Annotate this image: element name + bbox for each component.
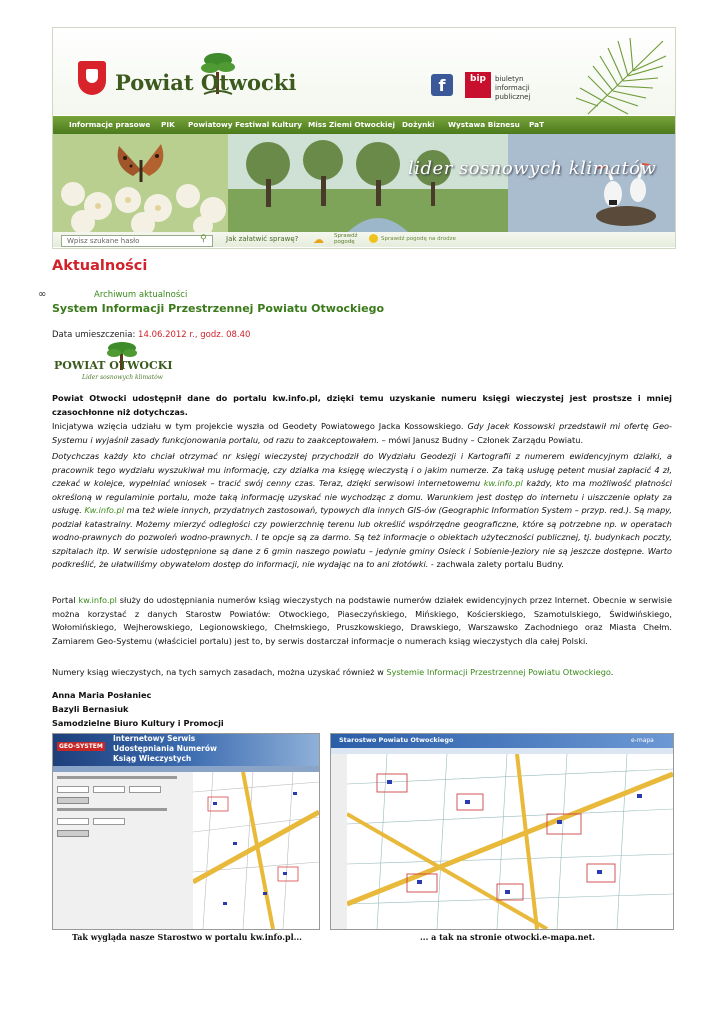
search-bar (53, 232, 675, 247)
p1-quote: Gdy Jacek Kossowski przedstawił mi ofertę Geo-Systemu i wyjaśnił zasady funkcjonowania portalu, od razu to zaakceptowałem. (52, 421, 672, 445)
shot1-title-1: Internetowy Serwis (113, 734, 196, 743)
p2-text-a: Dotychczas każdy kto chciał otrzymać nr księgi wieczystej przychodził do Wydziału Geodezji i Kartografii z numerem ewidencyjnym działki, a pracownik tego wydziału wyszukiwał mu informację, czy działka ma księgę wieczystą i o jakim numerze. Za taką usługę petent musiał zapłacić 4 zł, czekać w kolejce, wypełniać wniosek – tracić swój cenny czas. Teraz, dzięki serwisowi internetowemu (52, 451, 672, 488)
p2-text-c: ma też wiele innych, przydatnych zastosowań, typowych dla innych GIS-ów (Geographic Information System – przyp. red.). Są mapy, podział katastralny. Możemy mierzyć odległości czy powierzchnię terenu lub określić współrzędne geograficzne, które są potrzebne np. w operatach wodno-prawnych do pozwoleń wodno-prawnych. I te opcje są za darmo. Są też informacje o obiektach użyteczności publicznej, tj. budynkach poczty, szpitalach itp. W serwisie udostępnione są dane z 6 gmin naszego powiatu – jedynie gminy Osieck i Sobienie-Jeziory nie są jeszcze dostępne. Warto podkreślić, że ułatwiliśmy obywatelom dostęp do informacji, nie wydając na to ani złotówki. (52, 505, 672, 569)
screenshot-kw-info[interactable] (52, 733, 320, 930)
page-title: Aktualności (52, 258, 148, 274)
p3-text-a: Portal (52, 595, 79, 605)
shot2-side-tools (331, 754, 347, 929)
butterfly-image (111, 140, 171, 192)
shot1-title (113, 734, 217, 764)
p2-attribution: - zachwala zalety portalu Budny. (428, 559, 564, 569)
kw-info-link[interactable]: Kw.info.pl (84, 505, 125, 515)
shot1-form-panel (53, 772, 193, 929)
storks-image (508, 134, 675, 232)
small-logo-slogan: Lider sosnowych klimatów (82, 374, 163, 381)
nav-item-pik[interactable]: PIK (161, 120, 175, 129)
p2-text-b: każdy, kto ma możliwość płatności określoną w regulaminie portalu, może taką informację uzyskać nie wychodząc z domu. Warunkiem jest dostęp do internetu i uiszczenie opłaty za usługę. (52, 478, 672, 515)
nav-item-business[interactable]: Wystawa Biznesu (448, 120, 520, 129)
date-value: 14.06.2012 r., godz. 08.40 (138, 330, 251, 340)
nav-item-pat[interactable]: PaT (529, 120, 545, 129)
caption-e-mapa: ... a tak na stronie otwocki.e-mapa.net. (420, 932, 596, 942)
author-1: Anna Maria Posłaniec (52, 690, 152, 700)
article-paragraph-3 (52, 594, 672, 648)
shot1-title-2: Udostępniania Numerów (113, 744, 217, 753)
shot1-title-3: Ksiąg Wieczystych (113, 754, 192, 763)
nav-item-festival[interactable]: Powiatowy Festiwal Kultury (188, 120, 303, 129)
site-header (52, 27, 676, 249)
p3-text-b: służy do udostępniania numerów ksiąg wieczystych na podstawie numerów działek ewidencyjnych przez Internet. Obecnie w serwisie można korzystać z danych Starostw Powiatów: Otwockiego, Piaseczyńskiego, Mińskiego, Kościerskiego, Szamotulskiego, Świdwińskiego, Wołomińskiego, Wejherowskiego, Legionowskiego, Chełmskiego, Pruszkowskiego, Drawskiego, Warszawsko Zachodniego oraz Miasta Chełm. Zamiarem Geo-Systemu (właściciel portalu) jest to, by serwis dostarczał informacje o numerach ksiąg wieczystych dla całej Polski. (52, 595, 672, 646)
bip-logo[interactable] (465, 72, 491, 98)
small-logo-text: POWIAT OTWOCKI (54, 359, 173, 372)
p4-text-b: . (610, 667, 614, 677)
author-2: Bazyli Bernasiuk (52, 704, 129, 714)
main-navigation (53, 116, 675, 134)
author-department: Samodzielne Biuro Kultury i Promocji (52, 718, 224, 728)
bip-label[interactable]: biuletyn informacji publicznej (495, 75, 531, 101)
article-paragraph-4 (52, 666, 672, 680)
weather-label-line1: Sprawdź (334, 233, 358, 239)
publication-date (52, 330, 250, 340)
pine-branch-image (568, 36, 668, 116)
p4-text-a: Numery ksiąg wieczystych, na tych samych zasadach, można uzyskać również w (52, 667, 387, 677)
date-label: Data umieszczenia: (52, 330, 139, 340)
archive-link[interactable]: Archiwum aktualności (94, 290, 188, 300)
caption-kw-info: Tak wygląda nasze Starostwo w portalu kw.info.pl... (72, 932, 302, 942)
nav-item-press[interactable]: Informacje prasowe (69, 120, 151, 129)
kw-info-link[interactable]: kw.info.pl (78, 595, 117, 605)
weather-icon[interactable]: ☁ (313, 233, 324, 246)
search-icon[interactable]: ⚲ (200, 234, 207, 244)
infinity-icon: ∞ (38, 289, 47, 300)
p1-attribution: – mówi Janusz Budny – Członek Zarządu Powiatu. (379, 434, 584, 445)
banner-slogan: lider sosnowych klimatów (408, 158, 657, 179)
willow-trees-image (228, 134, 508, 232)
kw-info-link[interactable]: kw.info.pl (483, 478, 523, 488)
search-input[interactable]: Wpisz szukane hasło (61, 235, 213, 247)
sip-link[interactable]: Systemie Informacji Przestrzennej Powiatu Otwockiego (386, 667, 611, 677)
shot1-map (193, 772, 319, 929)
article-title: System Informacji Przestrzennej Powiatu Otwockiego (52, 302, 385, 315)
weather-label[interactable] (334, 233, 358, 245)
shot2-brand: e-mapa (631, 737, 654, 744)
article-paragraph-2 (52, 450, 672, 572)
weather-label-line2: pogodę (334, 239, 355, 245)
nav-item-miss[interactable]: Miss Ziemi Otwockiej (308, 120, 395, 129)
shot2-title: Starostwo Powiatu Otwockiego (339, 736, 454, 744)
help-link[interactable]: Jak załatwić sprawę? (226, 235, 299, 243)
sun-icon (369, 234, 378, 243)
nav-item-dozynki[interactable]: Dożynki (402, 120, 435, 129)
shot2-map (347, 754, 673, 929)
road-weather-link[interactable]: Sprawdź pogodę na drodze (381, 236, 456, 242)
article-logo (54, 340, 173, 385)
shot1-brand: GEO-SYSTEM (59, 743, 103, 750)
coat-of-arms-icon[interactable] (78, 61, 106, 95)
article-lead: Powiat Otwocki udostępnił dane do portalu kw.info.pl, dzięki temu uzyskanie numeru księgi wieczystej jest prostsze i mniej czasochłonne niż dotychczas. (52, 393, 672, 417)
header-banner (53, 134, 675, 232)
bip-badge: bip (470, 74, 486, 84)
article-paragraph-1 (52, 420, 672, 447)
facebook-icon[interactable]: f (431, 74, 453, 96)
site-logo-text[interactable]: Powiat Otwocki (115, 70, 297, 95)
p1-text: Inicjatywa wzięcia udziału w tym projekcie wyszła od Geodety Powiatowego Jacka Kossowskiego. (52, 421, 468, 431)
screenshot-e-mapa[interactable] (330, 733, 674, 930)
header-top-band (53, 28, 675, 115)
